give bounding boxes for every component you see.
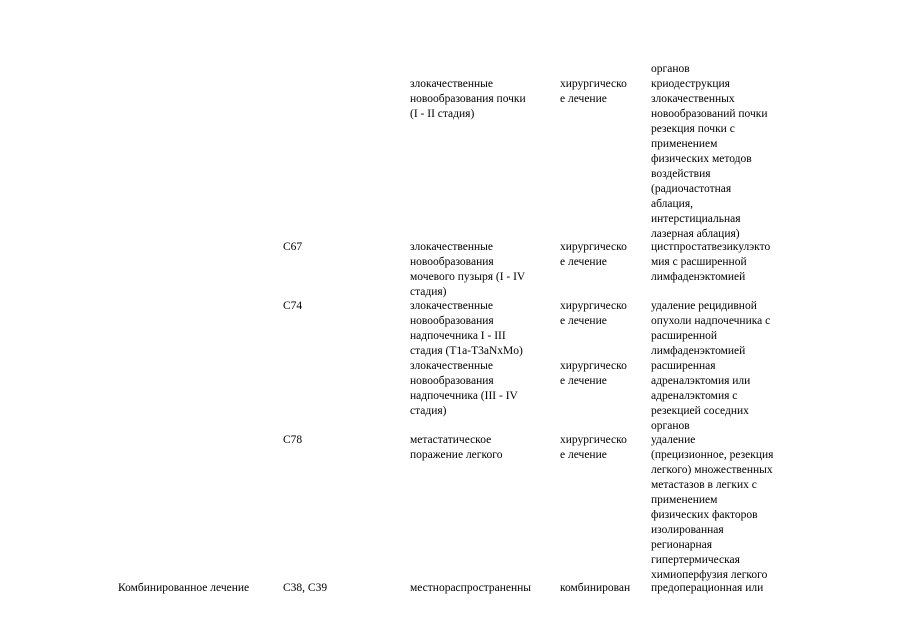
diagnosis-cell: злокачественные новообразования надпочечника (III - IV стадия) <box>410 360 518 417</box>
code-cell: C67 <box>283 241 303 253</box>
diagnosis-cell: местнораспространенны <box>410 582 532 594</box>
diagnosis-cell: злокачественные новообразования почки (I - II стадия) <box>410 78 526 120</box>
method-cell: органов <box>651 63 690 75</box>
code-cell: C78 <box>283 434 303 446</box>
diagnosis-cell: злокачественные новообразования мочевого пузыря (I - IV стадия) <box>410 241 526 298</box>
method-cell: удаление (прецизионное, резекция легкого) множественных метастазов в легких с применением физических факторов изолированная регионарная гипертермическая химиоперфузия легкого <box>651 434 774 581</box>
diagnosis-cell: злокачественные новообразования надпочечника I - III стадия (T1a-T3aNxMo) <box>410 300 523 357</box>
method-cell: цистпростатвезикулэкто мия с расширенной лимфаденэктомией <box>651 241 771 283</box>
code-cell: C38, C39 <box>283 582 328 594</box>
treatment-cell: хирургическо е лечение <box>560 300 627 327</box>
code-cell: C74 <box>283 300 303 312</box>
treatment-cell: хирургическо е лечение <box>560 241 627 268</box>
treatment-cell: хирургическо е лечение <box>560 78 627 105</box>
profile-cell: Комбинированное лечение <box>118 582 250 594</box>
method-cell: расширенная адреналэктомия или адреналэктомия с резекцией соседних органов <box>651 360 751 432</box>
method-cell: удаление рецидивной опухоли надпочечника с расширенной лимфаденэктомией <box>651 300 771 357</box>
method-cell: предоперационная или <box>651 582 764 594</box>
treatment-cell: комбинирован <box>560 582 631 594</box>
method-cell: криодеструкция злокачественных новообразований почки резекция почки с применением физических методов воздействия (радиочастотная аблация, интерстициальная лазерная аблация) <box>651 78 768 240</box>
treatment-cell: хирургическо е лечение <box>560 360 627 387</box>
treatment-cell: хирургическо е лечение <box>560 434 627 461</box>
diagnosis-cell: метастатическое поражение легкого <box>410 434 503 461</box>
